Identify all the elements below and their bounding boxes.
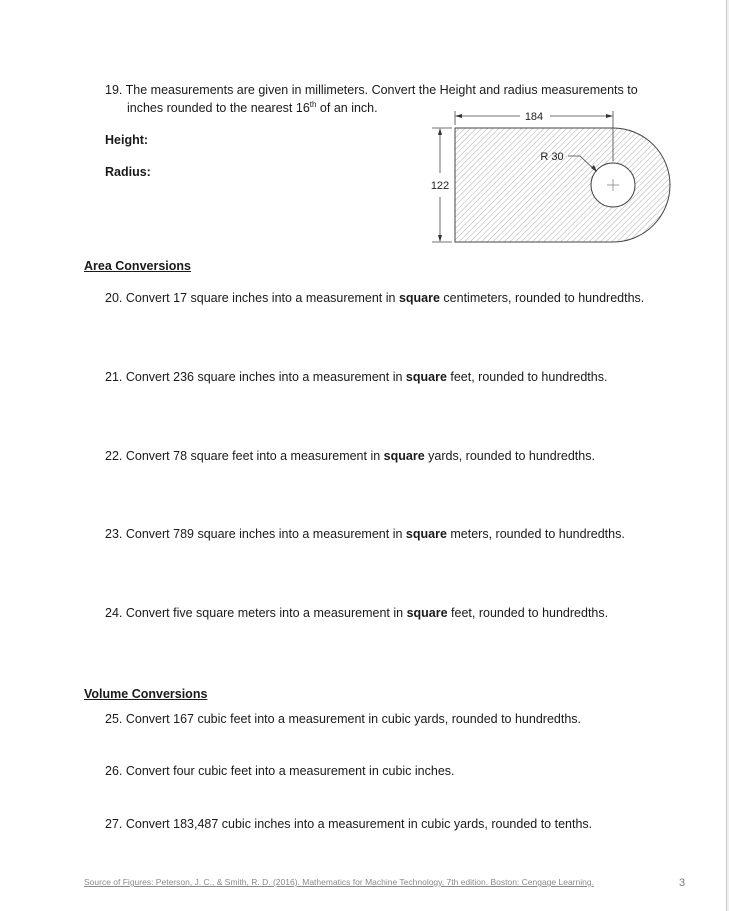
question-text: yards, rounded to hundredths.: [424, 449, 595, 463]
page-number: 3: [679, 877, 686, 889]
question-23: [105, 527, 625, 541]
question-number: 23.: [105, 527, 123, 541]
question-text: Convert 167 cubic feet into a measurement in cubic yards, rounded to hundredths.: [125, 712, 582, 726]
question-text: meters, rounded to hundredths.: [446, 527, 625, 541]
question-number: 20.: [105, 291, 123, 305]
emphasis: square: [405, 370, 447, 384]
question-text: Convert four cubic feet into a measurement in cubic inches.: [125, 764, 455, 778]
question-19-line2: [127, 100, 378, 116]
volume-conversions-heading: Volume Conversions: [84, 687, 208, 701]
question-text: Convert 17 square inches into a measurement in: [125, 291, 399, 305]
question-text: The measurements are given in millimeters. Convert the Height and radius measurements to: [125, 83, 638, 97]
question-text: Convert five square meters into a measurement in: [125, 606, 407, 620]
question-22: [105, 449, 595, 463]
part-shape: [455, 128, 670, 242]
emphasis: square: [398, 291, 440, 305]
question-20: [105, 291, 644, 305]
area-conversions-heading: Area Conversions: [84, 259, 191, 273]
question-26: [105, 764, 455, 778]
question-text: Convert 78 square feet into a measurement in: [125, 449, 384, 463]
question-text: feet, rounded to hundredths.: [447, 606, 609, 620]
emphasis: square: [406, 606, 448, 620]
question-27: [105, 817, 592, 831]
radius-label: Radius:: [105, 165, 151, 179]
source-footnote: Source of Figures: Peterson, J. C., & Smith, R. D. (2016). Mathematics for Machine Technology, 7th edition. Boston: Cengage Learning.: [84, 877, 594, 887]
question-number: 24.: [105, 606, 123, 620]
question-text: Convert 183,487 cubic inches into a measurement in cubic yards, rounded to tenths.: [125, 817, 593, 831]
width-dimension-label: 184: [524, 111, 544, 123]
question-24: [105, 606, 608, 620]
emphasis: square: [383, 449, 425, 463]
question-25: [105, 712, 581, 726]
emphasis: square: [405, 527, 447, 541]
question-text: Convert 236 square inches into a measurement in: [125, 370, 406, 384]
question-text: Convert 789 square inches into a measurement in: [125, 527, 406, 541]
height-dimension-label: 122: [430, 180, 450, 192]
question-text: inches rounded to the nearest 16: [127, 101, 310, 115]
question-number: 25.: [105, 712, 123, 726]
question-number: 22.: [105, 449, 123, 463]
question-number: 21.: [105, 370, 123, 384]
dimension-figure: [420, 105, 680, 250]
question-number: 26.: [105, 764, 123, 778]
superscript: th: [309, 99, 317, 109]
question-number: 19.: [105, 83, 123, 97]
question-21: [105, 370, 607, 384]
question-number: 27.: [105, 817, 123, 831]
question-text: of an inch.: [316, 101, 378, 115]
question-19-line1: [105, 82, 638, 98]
question-text: centimeters, rounded to hundredths.: [439, 291, 645, 305]
radius-dimension-label: R 30: [540, 151, 564, 163]
height-label: Height:: [105, 133, 149, 147]
question-text: feet, rounded to hundredths.: [446, 370, 608, 384]
